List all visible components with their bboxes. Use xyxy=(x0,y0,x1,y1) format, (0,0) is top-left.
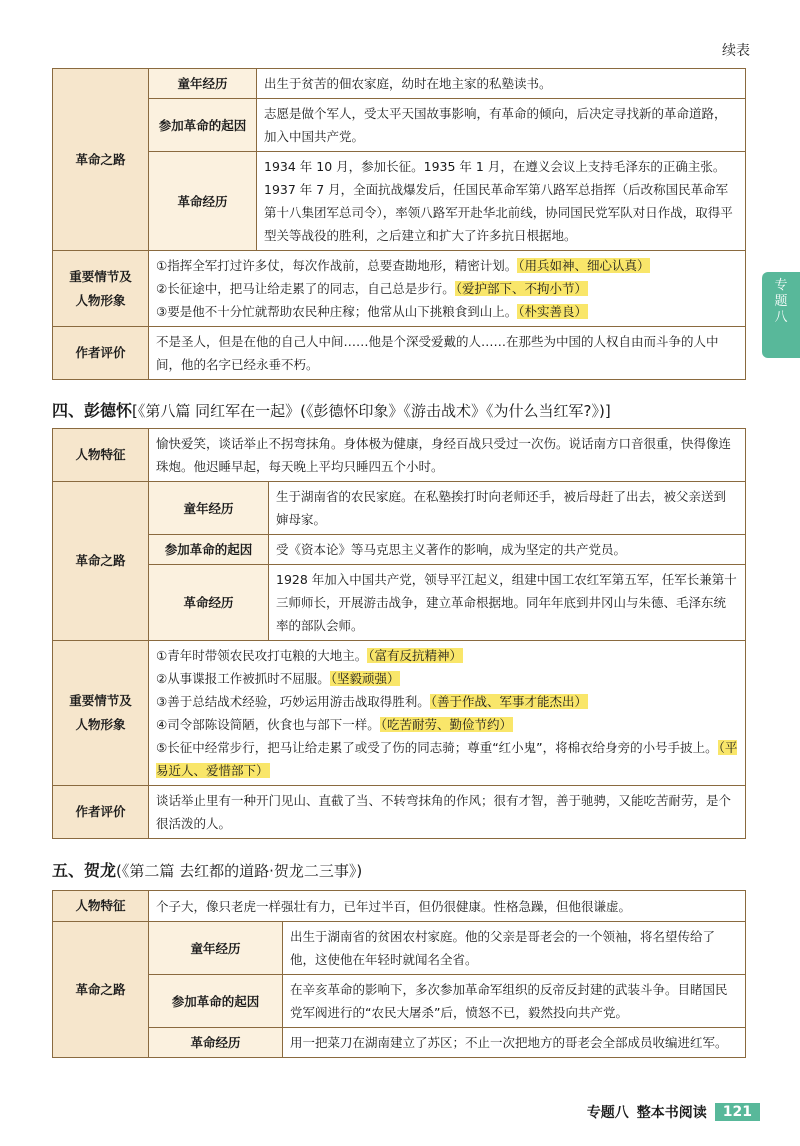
cell-review: 不是圣人，但是在他的自己人中间……他是个深受爱戴的人……在那些为中国的人权自由而斗争的人中间，他的名字已经永垂不朽。 xyxy=(149,327,746,380)
cell-plot xyxy=(149,641,746,786)
row-header-revolution-road: 革命之路 xyxy=(53,482,149,641)
topic-side-tab xyxy=(762,272,800,358)
section-heading-peng xyxy=(52,398,611,421)
section-ref: [《第八篇 同红军在一起》(《彭德怀印象》《游击战术》《为什么当红军?》)] xyxy=(132,402,611,420)
table-row xyxy=(53,922,746,975)
trait-highlight: （吃苦耐劳、勤俭节约） xyxy=(380,717,512,732)
cell-childhood: 生于湖南省的农民家庭。在私塾挨打时向老师还手，被后母赶了出去，被父亲送到婶母家。 xyxy=(269,482,746,535)
table-row xyxy=(53,535,746,565)
cell-review: 谈话举止里有一种开门见山、直截了当、不转弯抹角的作风；很有才智，善于驰骋，又能吃苦耐劳，是个很活泼的人。 xyxy=(149,786,746,839)
sub-header-experience: 革命经历 xyxy=(149,1028,283,1058)
side-tab-char: 专 xyxy=(774,278,788,293)
row-header-plot xyxy=(53,641,149,786)
cell-traits: 愉快爱笑，谈话举止不拐弯抹角。身体极为健康，身经百战只受过一次伤。说话南方口音很重，快得像连珠炮。他迟睡早起，每天晚上平均只睡四五个小时。 xyxy=(149,429,746,482)
table-row xyxy=(53,69,746,99)
section-heading-he xyxy=(52,858,362,881)
footer-title: 整本书阅读 xyxy=(636,1105,707,1121)
sub-header-origin: 参加革命的起因 xyxy=(149,99,257,152)
row-header-traits: 人物特征 xyxy=(53,429,149,482)
list-item xyxy=(156,644,738,667)
sub-header-origin: 参加革命的起因 xyxy=(149,535,269,565)
table-row xyxy=(53,1028,746,1058)
cell-traits: 个子大，像只老虎一样强壮有力，已年过半百，但仍很健康。性格急躁，但他很谦虚。 xyxy=(149,891,746,922)
plot-text: ⑤长征中经常步行，把马让给走累了或受了伤的同志骑；尊重“红小鬼”，将棉衣给身旁的小号手披上。 xyxy=(156,740,718,755)
table-row xyxy=(53,429,746,482)
section-ref: (《第二篇 去红都的道路·贺龙二三事》) xyxy=(116,862,363,880)
trait-highlight: （朴实善良） xyxy=(518,304,587,319)
table-row xyxy=(53,482,746,535)
plot-text: ①指挥全军打过许多仗，每次作战前，总要查勘地形，精密计划。 xyxy=(156,258,518,273)
sub-header-childhood: 童年经历 xyxy=(149,922,283,975)
section-name: 贺龙 xyxy=(84,861,117,880)
list-item xyxy=(156,254,738,277)
cell-experience: 1934 年 10 月，参加长征。1935 年 1 月，在遵义会议上支持毛泽东的正确主张。1937 年 7 月，全面抗战爆发后，任国民革命军第八路军总指挥（后改称国民革命军第十八集团军总司令），率领八路军开赴华北前线，协同国民党军队对日作战，取得平型关等战役的胜利，之后建立和扩大了许多抗日根据地。 xyxy=(257,152,746,251)
side-tab-char: 题 xyxy=(774,294,788,309)
sub-header-origin: 参加革命的起因 xyxy=(149,975,283,1028)
cell-origin: 受《资本论》等马克思主义著作的影响，成为坚定的共产党员。 xyxy=(269,535,746,565)
plot-text: ③要是他不十分忙就帮助农民种庄稼；他常从山下挑粮食到山上。 xyxy=(156,304,518,319)
cell-origin: 在辛亥革命的影响下，多次参加革命军组织的反帝反封建的武装斗争。目睹国民党军阀进行的“农民大屠杀”后，愤怒不已，毅然投向共产党。 xyxy=(283,975,746,1028)
cell-origin: 志愿是做个军人，受太平天国故事影响，有革命的倾向，后决定寻找新的革命道路，加入中国共产党。 xyxy=(257,99,746,152)
trait-highlight: （善于作战、军事才能杰出） xyxy=(430,694,587,709)
cell-childhood: 出生于湖南省的贫困农村家庭。他的父亲是哥老会的一个领袖，将名望传给了他，这使他在年轻时就闻名全省。 xyxy=(283,922,746,975)
table-row xyxy=(53,641,746,786)
table-row xyxy=(53,251,746,327)
continued-label: 续表 xyxy=(722,43,750,59)
sub-header-childhood: 童年经历 xyxy=(149,69,257,99)
section-prefix: 四、 xyxy=(52,401,85,420)
plot-label-line2: 人物形象 xyxy=(75,292,126,308)
section-name: 彭德怀 xyxy=(84,401,133,420)
table-row xyxy=(53,786,746,839)
table-row xyxy=(53,565,746,641)
cell-experience: 用一把菜刀在湖南建立了苏区；不止一次把地方的哥老会全部成员收编进红军。 xyxy=(283,1028,746,1058)
cell-plot xyxy=(149,251,746,327)
list-item xyxy=(156,736,738,782)
table-zhude xyxy=(52,68,746,380)
plot-text: ②从事谍报工作被抓时不屈服。 xyxy=(156,671,330,686)
sub-header-experience: 革命经历 xyxy=(149,152,257,251)
side-tab-char: 八 xyxy=(774,310,788,325)
plot-text: ③善于总结战术经验，巧妙运用游击战取得胜利。 xyxy=(156,694,430,709)
list-item xyxy=(156,713,738,736)
row-header-review: 作者评价 xyxy=(53,786,149,839)
sub-header-experience: 革命经历 xyxy=(149,565,269,641)
trait-highlight: （富有反抗精神） xyxy=(368,648,462,663)
table-peng xyxy=(52,428,746,839)
row-header-plot xyxy=(53,251,149,327)
table-row xyxy=(53,891,746,922)
plot-text: ④司令部陈设简陋，伙食也与部下一样。 xyxy=(156,717,380,732)
list-item xyxy=(156,300,738,323)
trait-highlight: （平易近人、爱惜部下） xyxy=(156,740,738,778)
section-prefix: 五、 xyxy=(52,861,85,880)
plot-text: ①青年时带领农民攻打屯粮的大地主。 xyxy=(156,648,368,663)
plot-label-line1: 重要情节及 xyxy=(69,268,132,284)
table-row xyxy=(53,99,746,152)
list-item xyxy=(156,690,738,713)
row-header-review: 作者评价 xyxy=(53,327,149,380)
row-header-revolution-road: 革命之路 xyxy=(53,69,149,251)
list-item xyxy=(156,667,738,690)
trait-highlight: （爱护部下、不拘小节） xyxy=(455,281,587,296)
row-header-revolution-road: 革命之路 xyxy=(53,922,149,1058)
cell-childhood: 出生于贫苦的佃农家庭，幼时在地主家的私塾读书。 xyxy=(257,69,746,99)
table-row xyxy=(53,327,746,380)
page-footer xyxy=(587,1102,760,1122)
cell-experience: 1928 年加入中国共产党，领导平江起义，组建中国工农红军第五军，任军长兼第十三师师长，开展游击战争，建立革命根据地。同年年底到井冈山与朱德、毛泽东统率的部队会师。 xyxy=(269,565,746,641)
page-number: 121 xyxy=(715,1103,760,1121)
table-row xyxy=(53,152,746,251)
footer-topic: 专题八 xyxy=(586,1105,629,1121)
row-header-traits: 人物特征 xyxy=(53,891,149,922)
plot-label-line1: 重要情节及 xyxy=(69,693,132,708)
list-item xyxy=(156,277,738,300)
plot-text: ②长征途中，把马让给走累了的同志，自己总是步行。 xyxy=(156,281,455,296)
plot-label-line2: 人物形象 xyxy=(75,717,126,732)
trait-highlight: （坚毅顽强） xyxy=(330,671,400,686)
trait-highlight: （用兵如神、细心认真） xyxy=(518,258,650,273)
table-row xyxy=(53,975,746,1028)
table-helong xyxy=(52,890,746,1058)
sub-header-childhood: 童年经历 xyxy=(149,482,269,535)
